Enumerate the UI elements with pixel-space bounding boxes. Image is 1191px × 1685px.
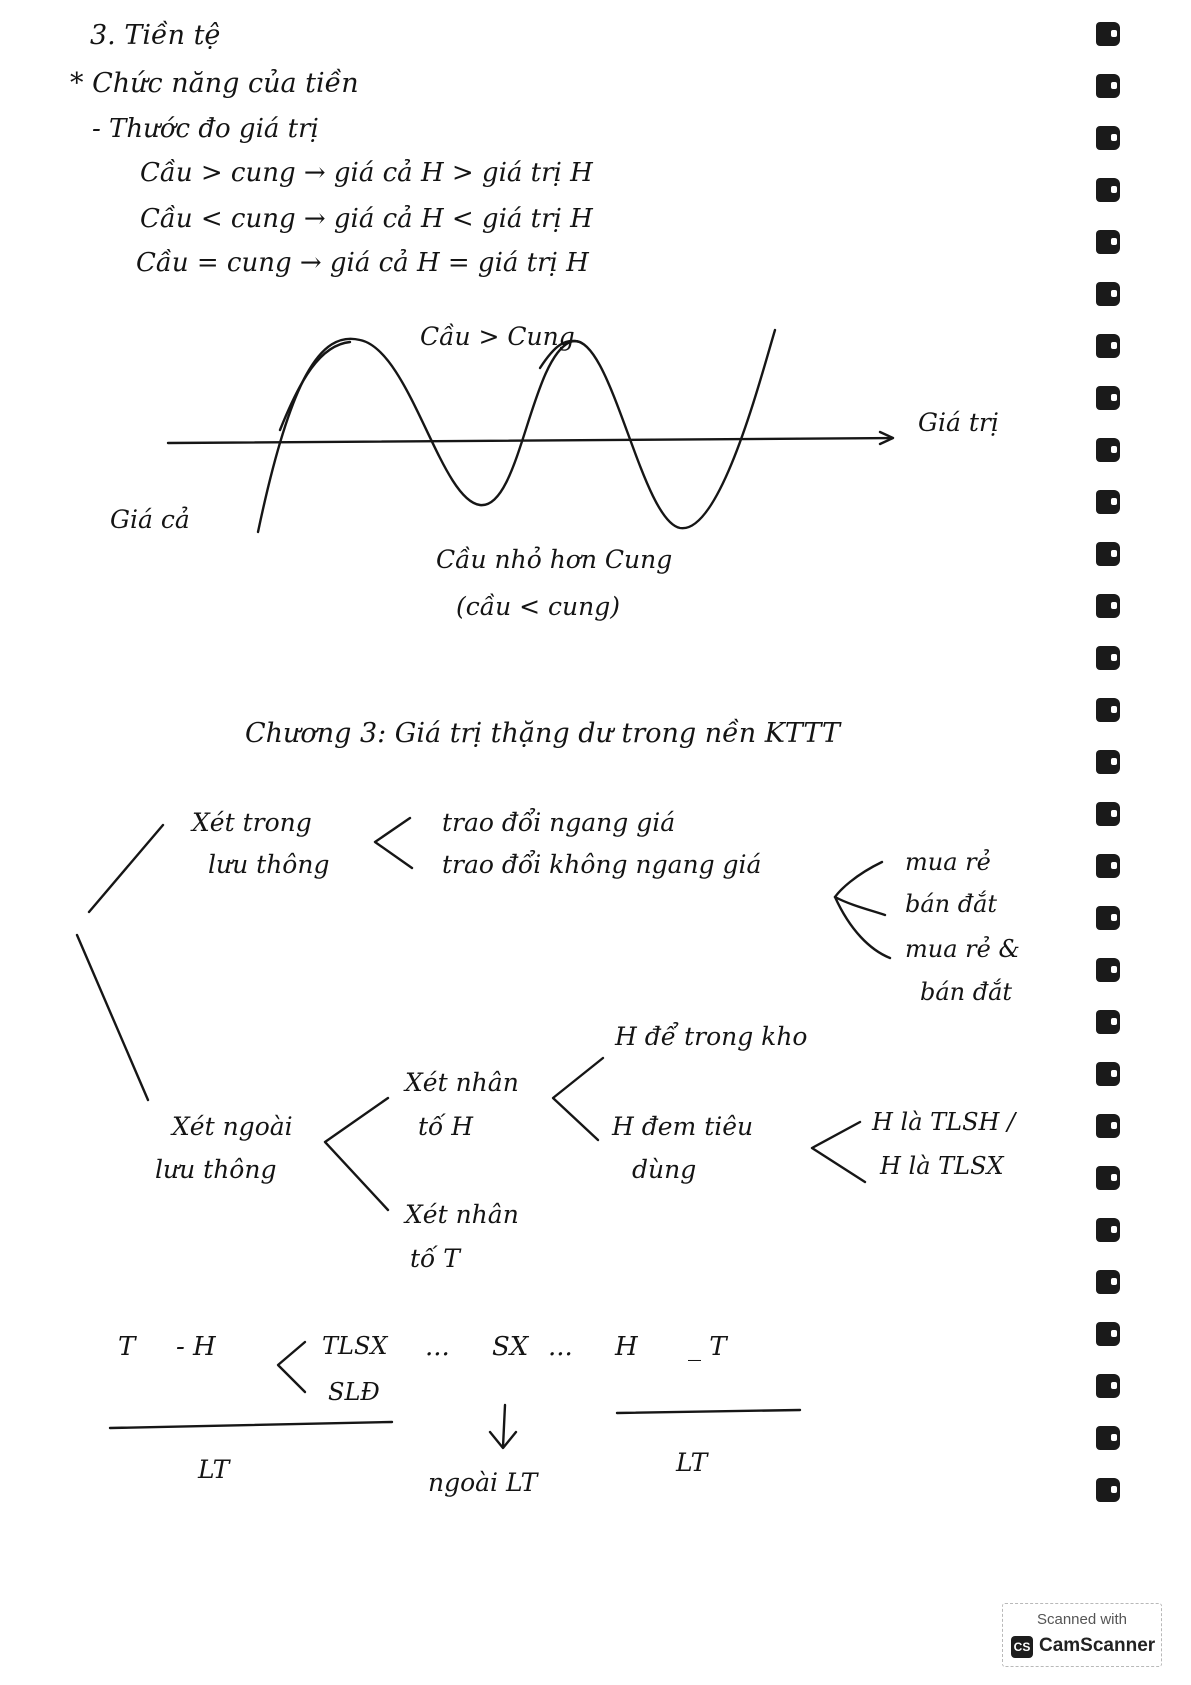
section-title: 3. Tiền tệ [90, 20, 221, 51]
binder-ring [1096, 1426, 1124, 1452]
label-demand-greater: Cầu > Cung [420, 322, 575, 351]
camscanner-logo-icon: CS [1011, 1636, 1033, 1658]
binder-ring [1096, 438, 1124, 464]
binder-ring [1096, 1374, 1124, 1400]
price-wave-stroke-2 [280, 342, 350, 430]
factor-t-2: tố T [410, 1244, 460, 1273]
in-circulation-1: Xét trong [192, 808, 312, 837]
axis-label-value: Giá trị [918, 408, 999, 437]
h-tlsh: H là TLSH / [872, 1108, 1016, 1136]
formula-lt-right: LT [676, 1448, 708, 1477]
label-demand-less-2: (cầu < cung) [456, 592, 620, 621]
brace-unequal-2 [835, 897, 890, 958]
formula-dots-1: ... [425, 1332, 450, 1362]
binder-ring [1096, 22, 1124, 48]
binder-ring [1096, 178, 1124, 204]
axis-label-price: Giá cả [110, 505, 190, 534]
binder-ring [1096, 802, 1124, 828]
formula-tlsx: TLSX [322, 1332, 388, 1360]
binder-ring [1096, 1166, 1124, 1192]
in-circulation-2: lưu thông [208, 850, 330, 879]
buy-cheap: mua rẻ [905, 848, 991, 876]
binder-ring [1096, 1218, 1124, 1244]
binder-ring [1096, 282, 1124, 308]
h-consume-1: H đem tiêu [612, 1112, 754, 1141]
angle-factor-h [553, 1058, 603, 1140]
binder-ring [1096, 490, 1124, 516]
watermark-brand: CamScanner [1039, 1635, 1156, 1656]
formula-lt-left: LT [198, 1455, 230, 1484]
h-consume-2: dùng [632, 1155, 697, 1184]
brace-lower [77, 935, 148, 1100]
chapter-title: Chương 3: Giá trị thặng dư trong nền KTTT [245, 718, 840, 749]
binder-ring [1096, 698, 1124, 724]
binder-ring [1096, 594, 1124, 620]
outside-circulation-2: lưu thông [155, 1155, 277, 1184]
camscanner-watermark [1002, 1603, 1162, 1667]
binder-ring [1096, 334, 1124, 360]
factor-t-1: Xét nhân [405, 1200, 519, 1229]
formula-h-right: H [615, 1332, 638, 1362]
binder-ring [1096, 542, 1124, 568]
angle-tlsx [278, 1342, 305, 1392]
h-store: H để trong kho [615, 1022, 808, 1051]
formula-dash-h: - H [176, 1332, 216, 1362]
binder-ring [1096, 74, 1124, 100]
equal-exchange: trao đổi ngang giá [442, 808, 676, 837]
binder-ring [1096, 750, 1124, 776]
rule-demand-equal: Cầu = cung → giá cả H = giá trị H [136, 248, 589, 278]
sell-dear: bán đắt [905, 890, 998, 918]
binder-ring [1096, 386, 1124, 412]
h-tlsx: H là TLSX [880, 1152, 1004, 1180]
angle-outside [325, 1098, 388, 1210]
binder-ring [1096, 646, 1124, 672]
measure-heading: - Thước đo giá trị [92, 114, 319, 144]
binder-ring [1096, 958, 1124, 984]
formula-t-left: T [118, 1332, 136, 1362]
binder-ring [1096, 854, 1124, 880]
formula-sld: SLĐ [328, 1378, 380, 1406]
binder-ring [1096, 906, 1124, 932]
binder-ring [1096, 230, 1124, 256]
factor-h-1: Xét nhân [405, 1068, 519, 1097]
formula-dash-t: _ T [688, 1332, 727, 1362]
binder-ring [1096, 1270, 1124, 1296]
outside-circulation-1: Xét ngoài [172, 1112, 293, 1141]
underline-lt-right [617, 1410, 800, 1413]
down-arrow-shaft [503, 1405, 505, 1447]
brace-unequal [835, 862, 885, 915]
formula-dots-2: ... [548, 1332, 573, 1362]
rule-demand-less: Cầu < cung → giá cả H < giá trị H [140, 204, 593, 234]
functions-heading: * Chức năng của tiền [70, 68, 359, 99]
formula-sx: SX [492, 1332, 529, 1362]
binder-ring [1096, 126, 1124, 152]
value-axis-line [168, 438, 892, 443]
binder-ring [1096, 1062, 1124, 1088]
angle-exchange [375, 818, 412, 868]
brace-upper [89, 825, 163, 912]
price-wave-curve [258, 330, 775, 532]
watermark-line1: Scanned with [1036, 1611, 1128, 1628]
rule-demand-greater: Cầu > cung → giá cả H > giá trị H [140, 158, 593, 188]
unequal-exchange: trao đổi không ngang giá [442, 850, 762, 879]
binder-ring [1096, 1010, 1124, 1036]
buy-sell-2: bán đắt [920, 978, 1013, 1006]
angle-consume [812, 1122, 865, 1182]
buy-sell-1: mua rẻ & [905, 935, 1020, 963]
binder-ring [1096, 1322, 1124, 1348]
factor-h-2: tố H [418, 1112, 474, 1141]
label-demand-less-1: Cầu nhỏ hơn Cung [436, 545, 673, 574]
formula-outside-lt: ngoài LT [428, 1468, 538, 1497]
binder-ring [1096, 1478, 1124, 1504]
underline-lt-left [110, 1422, 392, 1428]
binder-ring [1096, 1114, 1124, 1140]
